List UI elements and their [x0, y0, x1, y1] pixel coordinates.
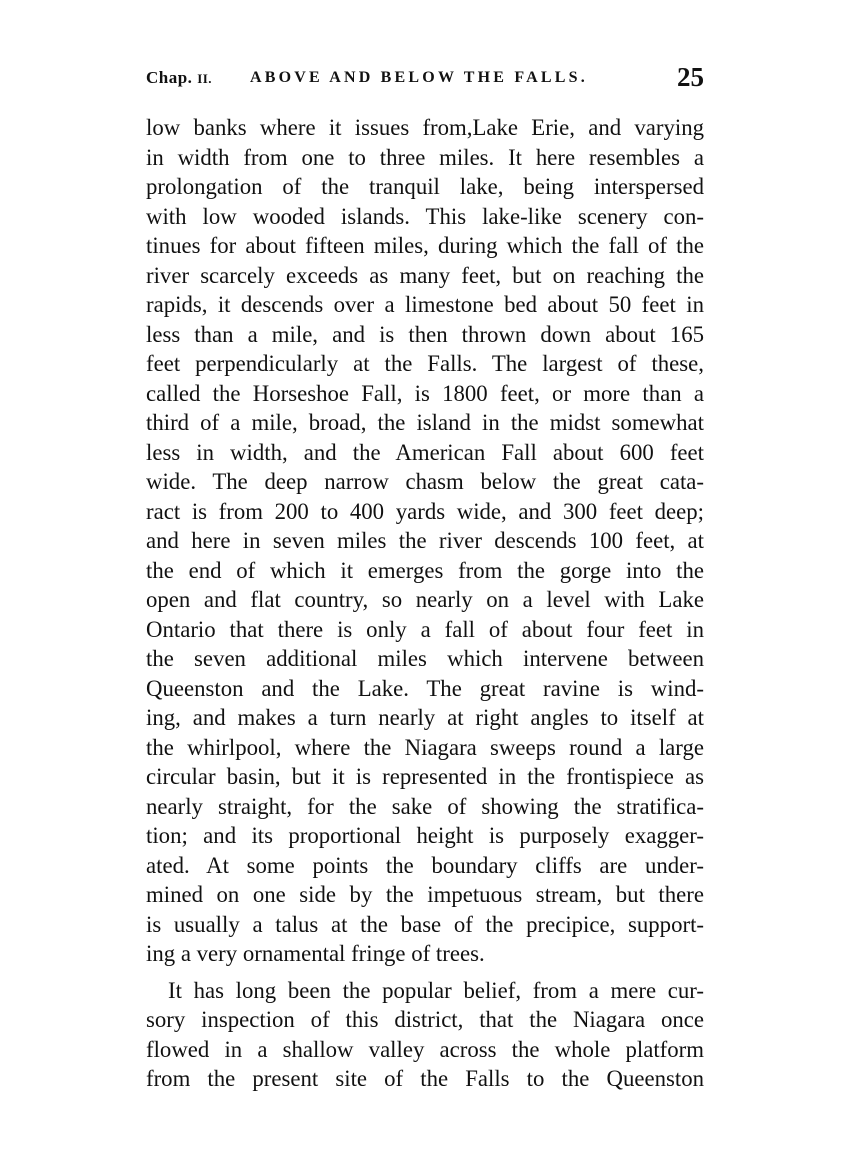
text-line: prolongation of the tranquil lake, being interspersed	[146, 174, 704, 199]
text-line: Ontario that there is only a fall of about four feet in	[146, 616, 704, 642]
text-line: from the present site of the Falls to the Queenston	[146, 1066, 704, 1091]
running-title: ABOVE AND BELOW THE FALLS.	[250, 69, 588, 86]
text-line: ing a very ornamental fringe of trees.	[146, 941, 485, 966]
text-line: tinues for about fifteen miles, during which the fall of the	[146, 233, 704, 258]
text-line: in width from one to three miles. It here resembles a	[146, 144, 704, 170]
text-line: wide. The deep narrow chasm below the great cata-	[146, 469, 704, 494]
text-line: It has long been the popular belief, from a mere cur-	[168, 977, 704, 1003]
text-line: circular basin, but it is represented in the frontispiece as	[146, 764, 704, 789]
body-text	[146, 113, 704, 1094]
text-line: third of a mile, broad, the island in the midst somewhat	[146, 410, 704, 435]
paragraph	[146, 976, 704, 1094]
text-line: low banks where it issues from,Lake Erie, and varying	[146, 115, 704, 140]
text-line: tion; and its proportional height is purposely exagger-	[146, 823, 704, 848]
text-line: flowed in a shallow valley across the whole platform	[146, 1036, 704, 1062]
text-line: Queenston and the Lake. The great ravine is wind-	[146, 675, 704, 701]
paragraph	[146, 113, 704, 969]
text-line: sory inspection of this district, that the Niagara once	[146, 1007, 704, 1032]
text-line: feet perpendicularly at the Falls. The largest of these,	[146, 351, 704, 376]
text-line: less in width, and the American Fall about 600 feet	[146, 439, 704, 465]
text-line: open and flat country, so nearly on a level with Lake	[146, 587, 704, 612]
text-line: nearly straight, for the sake of showing the stratifica-	[146, 793, 704, 819]
text-line: called the Horseshoe Fall, is 1800 feet, or more than a	[146, 380, 704, 406]
running-head	[146, 62, 704, 96]
text-line: ract is from 200 to 400 yards wide, and 300 feet deep;	[146, 498, 704, 524]
text-line: rapids, it descends over a limestone bed about 50 feet in	[146, 292, 704, 317]
chapter-label: Chap. II.	[146, 68, 213, 87]
text-line: the end of which it emerges from the gorge into the	[146, 557, 704, 583]
text-line: mined on one side by the impetuous stream, but there	[146, 882, 704, 907]
text-line: is usually a talus at the base of the precipice, support-	[146, 911, 704, 937]
text-line: the seven additional miles which intervene between	[146, 646, 704, 671]
text-line: river scarcely exceeds as many feet, but on reaching the	[146, 262, 704, 288]
text-line: less than a mile, and is then thrown down about 165	[146, 321, 704, 347]
text-line: with low wooded islands. This lake-like scenery con-	[146, 203, 704, 229]
page-number: 25	[677, 62, 704, 92]
text-line: ated. At some points the boundary cliffs are under-	[146, 852, 704, 878]
text-line: ing, and makes a turn nearly at right angles to itself at	[146, 705, 704, 730]
text-line: and here in seven miles the river descends 100 feet, at	[146, 528, 704, 553]
text-line: the whirlpool, where the Niagara sweeps round a large	[146, 734, 704, 760]
